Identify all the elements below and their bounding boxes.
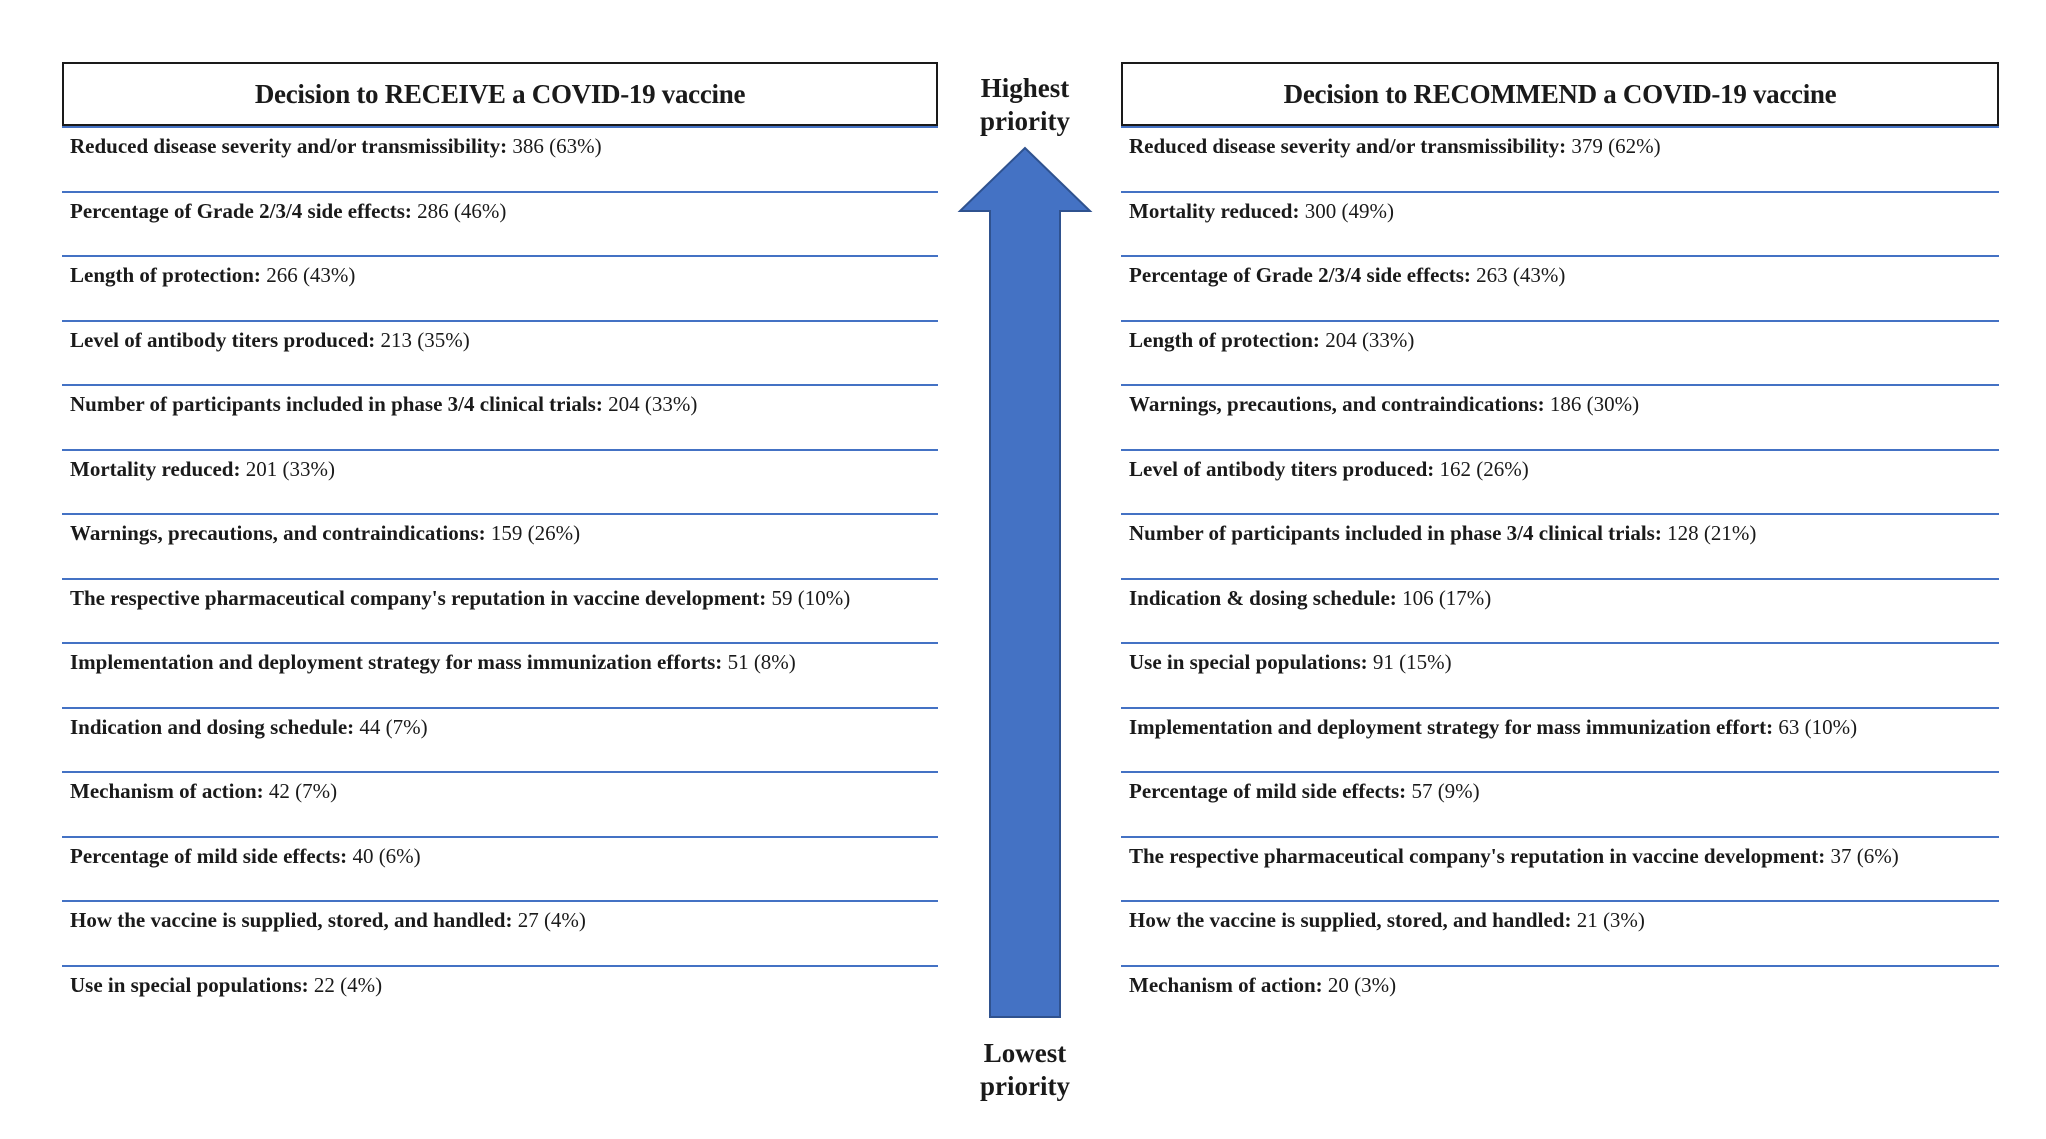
item-label: Implementation and deployment strategy for mass immunization effort: xyxy=(1129,714,1774,739)
item-label: Length of protection: xyxy=(1129,327,1320,352)
item-label: Mortality reduced: xyxy=(70,456,241,481)
item-label: Indication and dosing schedule: xyxy=(70,714,355,739)
item-label: Reduced disease severity and/or transmissibility: xyxy=(70,134,508,158)
item-value: 22 (4%) xyxy=(313,972,383,997)
list-item xyxy=(1121,965,1999,1030)
item-value: 379 (62%) xyxy=(1571,134,1661,158)
item-label: Number of participants included in phase 3/4 clinical trials: xyxy=(70,392,603,416)
list-item xyxy=(62,836,938,901)
receive-list xyxy=(62,126,938,1029)
list-item xyxy=(1121,836,1999,901)
list-item xyxy=(1121,255,1999,320)
list-item xyxy=(62,449,938,514)
list-item xyxy=(62,384,938,449)
item-value: 42 (7%) xyxy=(268,779,338,803)
list-item xyxy=(1121,126,1999,191)
receive-panel xyxy=(62,62,938,1029)
item-value: 20 (3%) xyxy=(1327,972,1397,997)
item-label: Warnings, precautions, and contraindications: xyxy=(1129,392,1545,416)
item-value: 204 (33%) xyxy=(608,392,698,416)
list-item xyxy=(62,707,938,772)
item-label: Percentage of mild side effects: xyxy=(70,843,348,868)
item-value: 37 (6%) xyxy=(1830,843,1899,868)
item-value: 57 (9%) xyxy=(1411,779,1480,803)
list-item xyxy=(62,320,938,385)
item-label: The respective pharmaceutical company's reputation in vaccine development: xyxy=(70,585,767,610)
item-label: Use in special populations: xyxy=(1129,650,1368,674)
list-item xyxy=(62,965,938,1030)
item-label: Implementation and deployment strategy for mass immunization efforts: xyxy=(70,650,723,674)
recommend-list xyxy=(1121,126,1999,1029)
list-item xyxy=(1121,578,1999,643)
item-label: Percentage of Grade 2/3/4 side effects: xyxy=(1129,263,1471,287)
list-item xyxy=(62,900,938,965)
list-item xyxy=(62,642,938,707)
item-label: Number of participants included in phase 3/4 clinical trials: xyxy=(1129,521,1662,545)
list-item xyxy=(1121,900,1999,965)
item-label: Mechanism of action: xyxy=(70,779,264,803)
priority-arrow-icon xyxy=(940,62,1110,1112)
list-item xyxy=(1121,642,1999,707)
recommend-panel xyxy=(1121,62,1999,1029)
list-item xyxy=(1121,513,1999,578)
item-value: 162 (26%) xyxy=(1439,456,1529,481)
item-label: Use in special populations: xyxy=(70,972,309,997)
list-item xyxy=(1121,771,1999,836)
recommend-panel-title: Decision to RECOMMEND a COVID-19 vaccine xyxy=(1121,62,1999,126)
item-value: 106 (17%) xyxy=(1402,585,1492,610)
list-item xyxy=(62,126,938,191)
item-value: 159 (26%) xyxy=(490,521,581,545)
priority-indicator xyxy=(940,62,1110,1112)
item-value: 21 (3%) xyxy=(1576,908,1645,932)
item-value: 266 (43%) xyxy=(266,263,356,287)
list-item xyxy=(62,578,938,643)
receive-panel-title: Decision to RECEIVE a COVID-19 vaccine xyxy=(62,62,938,126)
item-label: The respective pharmaceutical company's reputation in vaccine development: xyxy=(1129,843,1826,868)
item-value: 286 (46%) xyxy=(417,198,507,223)
item-value: 40 (6%) xyxy=(352,843,421,868)
item-label: Mechanism of action: xyxy=(1129,972,1323,997)
item-value: 59 (10%) xyxy=(771,585,851,610)
list-item xyxy=(1121,384,1999,449)
item-value: 386 (63%) xyxy=(512,134,602,158)
list-item xyxy=(62,255,938,320)
item-label: How the vaccine is supplied, stored, and handled: xyxy=(70,908,513,932)
lowest-priority-label: Lowest priority xyxy=(980,1038,1070,1101)
item-value: 263 (43%) xyxy=(1476,263,1566,287)
item-label: Indication & dosing schedule: xyxy=(1129,585,1397,610)
list-item xyxy=(1121,320,1999,385)
item-label: Mortality reduced: xyxy=(1129,198,1300,223)
list-item xyxy=(1121,191,1999,256)
item-label: Percentage of Grade 2/3/4 side effects: xyxy=(70,198,412,223)
item-value: 44 (7%) xyxy=(359,714,428,739)
priority-arrow-shape xyxy=(960,148,1090,1017)
highest-priority-label: Highest priority xyxy=(980,73,1070,136)
item-value: 27 (4%) xyxy=(517,908,586,932)
item-value: 204 (33%) xyxy=(1325,327,1415,352)
list-item xyxy=(1121,449,1999,514)
item-value: 300 (49%) xyxy=(1304,198,1394,223)
item-label: Level of antibody titers produced: xyxy=(1129,456,1435,481)
item-label: Level of antibody titers produced: xyxy=(70,327,376,352)
item-value: 91 (15%) xyxy=(1372,650,1452,674)
item-value: 51 (8%) xyxy=(727,650,796,674)
list-item xyxy=(62,513,938,578)
item-label: How the vaccine is supplied, stored, and handled: xyxy=(1129,908,1572,932)
item-label: Reduced disease severity and/or transmissibility: xyxy=(1129,134,1567,158)
item-label: Warnings, precautions, and contraindications: xyxy=(70,521,486,545)
item-value: 128 (21%) xyxy=(1667,521,1757,545)
item-value: 213 (35%) xyxy=(380,327,470,352)
item-label: Percentage of mild side effects: xyxy=(1129,779,1407,803)
list-item xyxy=(62,191,938,256)
item-label: Length of protection: xyxy=(70,263,261,287)
list-item xyxy=(62,771,938,836)
item-value: 63 (10%) xyxy=(1778,714,1858,739)
item-value: 186 (30%) xyxy=(1549,392,1640,416)
list-item xyxy=(1121,707,1999,772)
item-value: 201 (33%) xyxy=(245,456,335,481)
